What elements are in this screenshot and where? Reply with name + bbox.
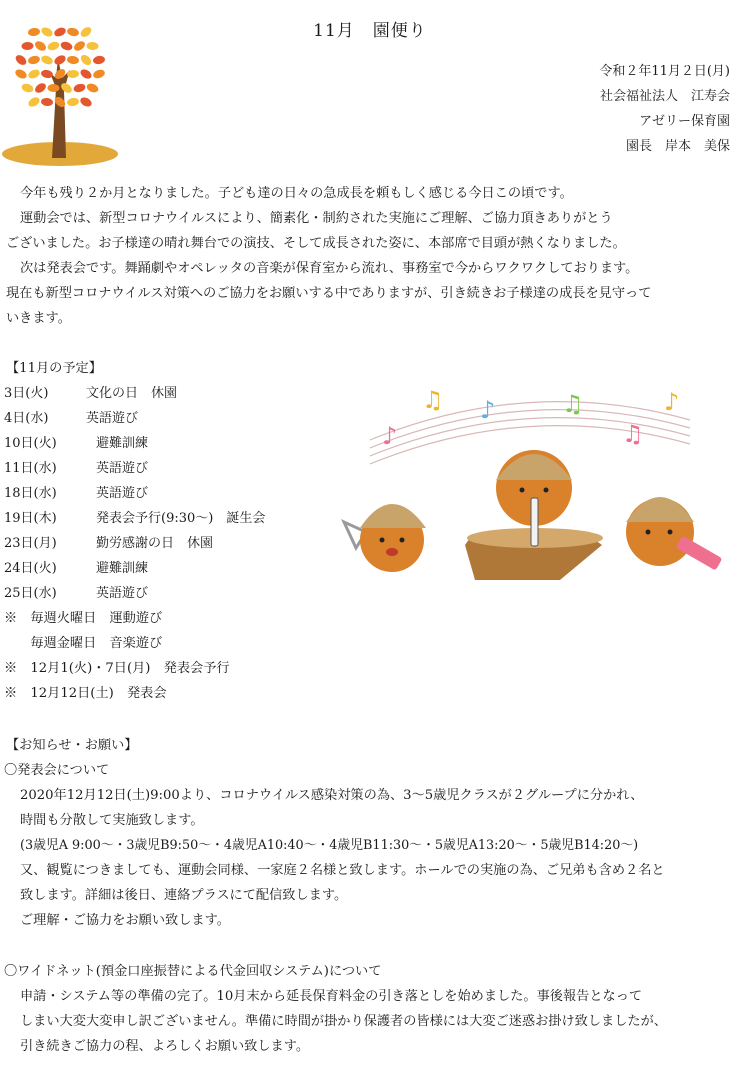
leaf-icon <box>40 69 53 79</box>
leaf-icon <box>40 54 54 66</box>
intro-line: 運動会では、新型コロナウイルスにより、簡素化・制約された実施にご理解、ご協力頂きありがとう <box>20 211 613 226</box>
principal-name: 園長 岸本 美保 <box>625 139 730 154</box>
leaf-icon <box>86 42 98 50</box>
schedule-date: 23日(月) <box>4 536 57 551</box>
page-title: 11月 園便り <box>313 21 427 41</box>
acorn-band-illustration <box>330 380 730 600</box>
leaf-icon <box>14 53 28 67</box>
schedule-event: 英語遊び <box>96 586 149 601</box>
notice-line: 2020年12月12日(土)9:00より、コロナウイルス感染対策の為、3〜5歳児クラスが２グループに分かれ、 <box>20 788 644 803</box>
schedule-date: 19日(木) <box>4 511 57 526</box>
notice-line: 時間も分散して実施致します。 <box>20 813 204 828</box>
leaf-icon <box>41 97 54 106</box>
leaf-icon <box>33 81 47 95</box>
schedule-date: 11日(水) <box>4 461 57 476</box>
notice-line: 申請・システム等の準備の完了。10月末から延長保育料金の引き落としを始めました。事後報告となって <box>20 989 643 1004</box>
notice-line: しまい大変大変申し訳ございません。準備に時間が掛かり保護者の皆様には大変ご迷惑お掛け致しましたが、 <box>20 1014 667 1029</box>
schedule-note: 毎週金曜日 音楽遊び <box>4 636 163 651</box>
schedule-date: 3日(火) <box>4 386 49 401</box>
schedule-event: 勤労感謝の日 休園 <box>96 536 214 551</box>
schedule-event: 文化の日 休園 <box>86 386 178 401</box>
leaf-icon <box>67 70 80 79</box>
notice-line: (3歳児A 9:00〜・3歳児B9:50〜・4歳児A10:40〜・4歳児B11:30〜・5歳児A13:20〜・5歳児B14:20〜) <box>20 838 639 853</box>
svg-text:♫: ♫ <box>622 420 644 448</box>
leaf-icon <box>72 39 86 52</box>
schedule-heading: 【11月の予定】 <box>6 361 102 376</box>
schedule-event: 英語遊び <box>86 411 139 426</box>
intro-line: 現在も新型コロナウイルス対策へのご協力をお願いする中でありますが、引き続きお子様達の成長を見守って <box>6 286 652 301</box>
leaf-icon <box>27 68 41 80</box>
leaf-icon <box>79 96 93 109</box>
notice-subheading: 〇ワイドネット(預金口座振替による代金回収システム)について <box>4 964 382 979</box>
notice-line: ご理解・ご協力をお願い致します。 <box>20 913 230 928</box>
leaf-icon <box>33 39 47 52</box>
leaf-icon <box>92 68 106 80</box>
schedule-event: 英語遊び <box>96 486 149 501</box>
leaf-icon <box>60 40 74 51</box>
notice-line: 致します。詳細は後日、連絡プラスにて配信致します。 <box>20 888 348 903</box>
schedule-date: 24日(火) <box>4 561 57 576</box>
svg-text:♫: ♫ <box>562 390 584 418</box>
schedule-event: 避難訓練 <box>96 436 149 451</box>
schedule-event: 避難訓練 <box>96 561 149 576</box>
leaf-icon <box>92 55 105 65</box>
schedule-note: ※ 毎週火曜日 運動遊び <box>4 611 163 626</box>
schedule-event: 英語遊び <box>96 461 149 476</box>
intro-line: いきます。 <box>6 311 71 326</box>
notice-subheading: 〇発表会について <box>4 763 110 778</box>
intro-line: ございました。お子様達の晴れ舞台での演技、そして成長された姿に、本部席で目頭が熱くなりました。 <box>6 236 626 251</box>
issue-date: 令和２年11月２日(月) <box>599 64 730 79</box>
intro-line: 今年も残り２か月となりました。子ども達の日々の急成長を頼もしく感じる今日この頃です。 <box>20 186 573 201</box>
leaf-icon <box>79 67 93 80</box>
schedule-date: 4日(水) <box>4 411 49 426</box>
leaf-icon <box>66 97 79 107</box>
leaf-icon <box>27 95 41 108</box>
intro-line: 次は発表会です。舞踊劇やオペレッタの音楽が保育室から流れ、事務室で今からワクワクしております。 <box>20 261 639 276</box>
leaf-icon <box>73 83 87 94</box>
leaf-icon <box>79 53 93 67</box>
schedule-date: 25日(水) <box>4 586 57 601</box>
leaf-icon <box>47 40 61 51</box>
school-name: アゼリー保育園 <box>639 114 730 129</box>
acorn-character-right <box>626 497 694 566</box>
schedule-note: ※ 12月1(火)・7日(月) 発表会予行 <box>4 661 230 676</box>
notice-line: 引き続きご協力の程、よろしくお願い致します。 <box>20 1039 310 1054</box>
leaf-icon <box>14 68 28 81</box>
svg-text:♪: ♪ <box>382 422 398 450</box>
svg-text:♪: ♪ <box>480 396 496 424</box>
leaf-icon <box>21 82 35 93</box>
schedule-date: 10日(火) <box>4 436 57 451</box>
leaf-icon <box>85 82 99 94</box>
notice-heading: 【お知らせ・お願い】 <box>6 738 138 753</box>
schedule-date: 18日(水) <box>4 486 57 501</box>
notice-line: 又、観覧につきましても、運動会同様、一家庭２名様と致します。ホールでの実施の為、ご兄弟も含め２名と <box>20 863 665 878</box>
organization-name: 社会福祉法人 江寿会 <box>599 89 730 104</box>
svg-text:♪: ♪ <box>664 388 680 416</box>
leaf-icon <box>21 42 33 51</box>
schedule-event: 発表会予行(9:30〜) 誕生会 <box>96 511 266 526</box>
leaf-icon <box>67 55 80 64</box>
svg-text:♫: ♫ <box>422 386 444 414</box>
acorn-character-left <box>360 504 426 572</box>
schedule-note: ※ 12月12日(土) 発表会 <box>4 686 167 701</box>
leaf-icon <box>53 54 67 67</box>
leaf-icon <box>27 55 41 66</box>
